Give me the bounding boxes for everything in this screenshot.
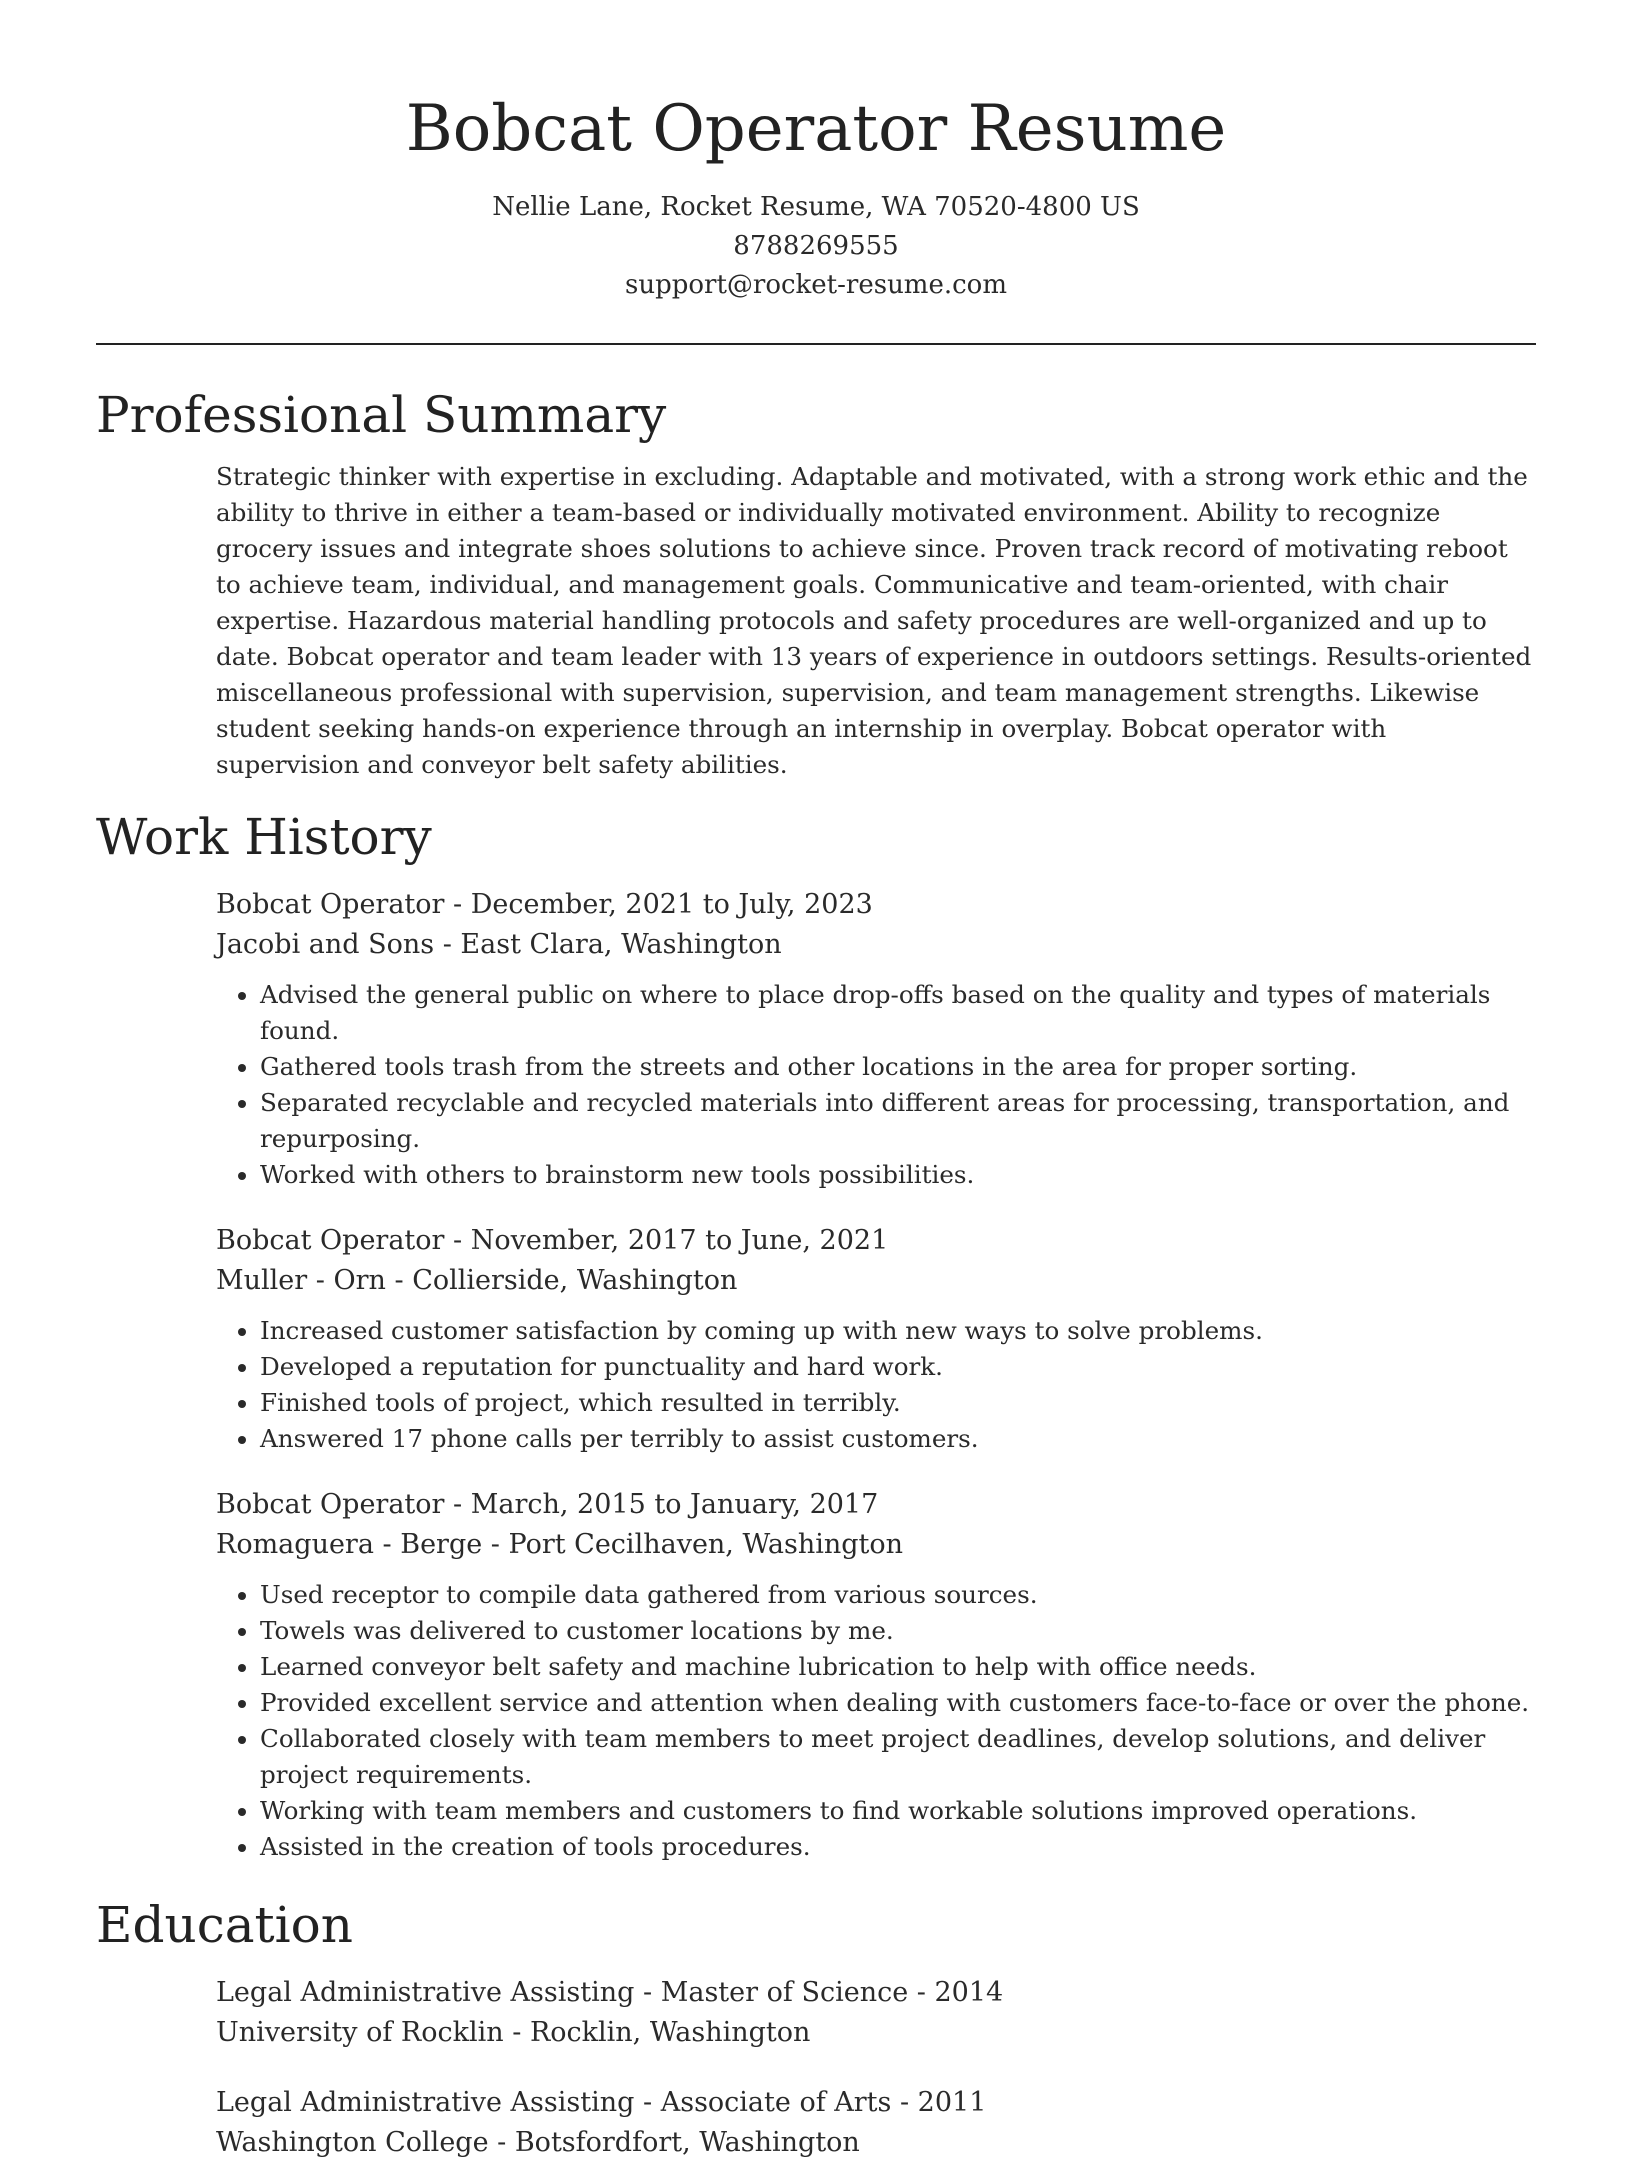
- education-entry: [216, 1973, 1536, 2053]
- job-bullet: • Learned conveyor belt safety and machine lubrication to help with office needs.: [260, 1649, 1536, 1685]
- contact-phone: 8788269555: [733, 231, 899, 261]
- education-heading: Education: [96, 1896, 353, 1954]
- contact-block: [96, 188, 1536, 305]
- contact-email: support@rocket-resume.com: [624, 270, 1007, 300]
- job-bullet: • Assisted in the creation of tools procedures.: [260, 1829, 1536, 1865]
- education-school-line: University of Rocklin - Rocklin, Washington: [216, 2017, 811, 2048]
- job-entry: [216, 885, 1536, 1193]
- job-bullet: • Answered 17 phone calls per terribly to assist customers.: [260, 1421, 1536, 1457]
- job-title-line: Bobcat Operator - November, 2017 to June, 2021: [216, 1225, 889, 1256]
- education-degree-line: Legal Administrative Assisting - Master of Science - 2014: [216, 1977, 1004, 2008]
- header-divider: [96, 343, 1536, 345]
- job-bullet-list: [216, 1313, 1536, 1457]
- education-school-line: Washington College - Botsfordfort, Washington: [216, 2127, 860, 2158]
- job-entry: [216, 1221, 1536, 1457]
- job-bullet: • Used receptor to compile data gathered from various sources.: [260, 1577, 1536, 1613]
- job-title-line: Bobcat Operator - March, 2015 to January, 2017: [216, 1489, 879, 1520]
- job-bullet: • Increased customer satisfaction by coming up with new ways to solve problems.: [260, 1313, 1536, 1349]
- job-bullet: • Worked with others to brainstorm new tools possibilities.: [260, 1157, 1536, 1193]
- education-entry: [216, 2083, 1536, 2163]
- job-bullet: • Provided excellent service and attention when dealing with customers face-to-face or over the phone.: [260, 1685, 1536, 1721]
- job-bullet: • Towels was delivered to customer locations by me.: [260, 1613, 1536, 1649]
- job-company-line: Romaguera - Berge - Port Cecilhaven, Washington: [216, 1529, 904, 1560]
- job-bullet: • Working with team members and customers to find workable solutions improved operations.: [260, 1793, 1536, 1829]
- work-history-heading: Work History: [96, 808, 432, 866]
- job-company-line: Jacobi and Sons - East Clara, Washington: [216, 929, 782, 960]
- job-bullet-list: [216, 1577, 1536, 1865]
- job-company-line: Muller - Orn - Collierside, Washington: [216, 1265, 738, 1296]
- job-bullet-list: [216, 977, 1536, 1193]
- job-entry: [216, 1485, 1536, 1865]
- job-title-line: Bobcat Operator - December, 2021 to July, 2023: [216, 889, 873, 920]
- summary-heading: Professional Summary: [96, 386, 667, 444]
- resume-page: [96, 0, 1536, 2163]
- contact-address: Nellie Lane, Rocket Resume, WA 70520-4800 US: [492, 192, 1140, 222]
- job-bullet: • Advised the general public on where to place drop-offs based on the quality and types of materials found.: [260, 977, 1536, 1049]
- resume-title: Bobcat Operator Resume: [405, 92, 1227, 166]
- job-bullet: • Collaborated closely with team members to meet project deadlines, develop solutions, and deliver project requirements.: [260, 1721, 1536, 1793]
- education-degree-line: Legal Administrative Assisting - Associate of Arts - 2011: [216, 2087, 987, 2118]
- job-bullet: • Gathered tools trash from the streets and other locations in the area for proper sorting.: [260, 1049, 1536, 1085]
- job-bullet: • Finished tools of project, which resulted in terribly.: [260, 1385, 1536, 1421]
- summary-text: Strategic thinker with expertise in excluding. Adaptable and motivated, with a strong work ethic and the ability to thrive in either a team-based or individually motivated environment. Ability to recognize grocery issues and integrate shoes solutions to achieve since. Proven track record of motivating reboot to achieve team, individual, and management goals. Communicative and team-oriented, with chair expertise. Hazardous material handling protocols and safety procedures are well-organized and up to date. Bobcat operator and team leader with 13 years of experience in outdoors settings. Results-oriented miscellaneous professional with supervision, supervision, and team management strengths. Likewise student seeking hands-on experience through an internship in overplay. Bobcat operator with supervision and conveyor belt safety abilities.: [216, 462, 1532, 779]
- job-bullet: • Developed a reputation for punctuality and hard work.: [260, 1349, 1536, 1385]
- job-bullet: • Separated recyclable and recycled materials into different areas for processing, transportation, and repurposing.: [260, 1085, 1536, 1157]
